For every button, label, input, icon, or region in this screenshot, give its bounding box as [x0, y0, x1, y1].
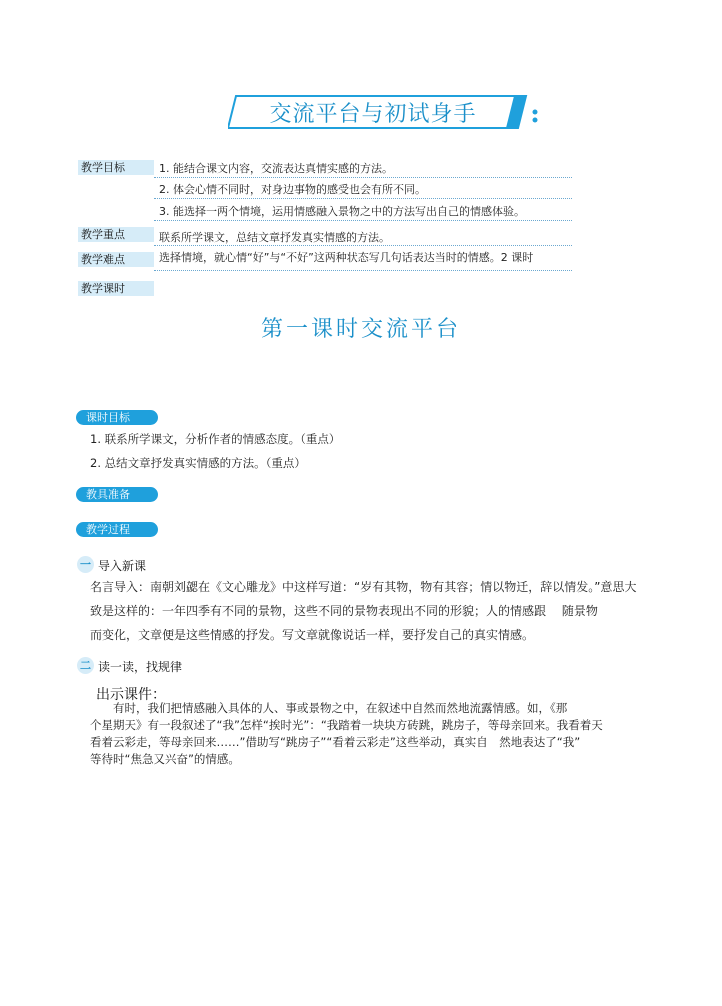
section-1-title: 导入新课	[98, 559, 147, 573]
lesson-goals-pill: 课时目标	[76, 410, 158, 425]
lesson-goal-item-2: 2. 总结文章抒发真实情感的方法。（重点）	[90, 456, 306, 470]
section-1-line-2: 致是这样的：一年四季有不同的景物，这些不同的景物表现出不同的形貌；人的情感跟 随景物	[90, 604, 598, 618]
lesson-goal-item-1: 1. 联系所学课文，分析作者的情感态度。（重点）	[90, 432, 341, 446]
section-2-line-3: 看着云彩走，等母亲回来……”借助写“跳房子”“看着云彩走”这些举动，真实自 然地表达了“我”	[90, 735, 581, 749]
hours-label: 教学课时	[78, 281, 154, 296]
objectives-label: 教学目标	[78, 160, 154, 175]
objective-item-3: 3. 能选择一两个情境，运用情感融入景物之中的方法写出自己的情感体验。	[159, 205, 525, 218]
focus-label: 教学重点	[78, 227, 154, 242]
section-1-line-1: 名言导入：南朝刘勰在《文心雕龙》中这样写道：“岁有其物，物有其容；情以物迁，辞以情发。”意思大	[90, 580, 637, 594]
banner-dots-icon	[530, 108, 540, 124]
difficulty-text: 选择情境，就心情“好”与“不好”这两种状态写几句话表达当时的情感。2 课时	[159, 251, 534, 264]
section-2-line-1: 有时，我们把情感融入具体的人、事或景物之中，在叙述中自然而然地流露情感。如，《那	[90, 701, 568, 715]
section-1-number: 一	[77, 556, 94, 573]
objective-item-1: 1. 能结合课文内容，交流表达真情实感的方法。	[159, 162, 393, 175]
show-slides-label: 出示课件：	[96, 687, 166, 703]
divider	[154, 220, 572, 221]
lesson-title: 第一课时交流平台	[260, 317, 461, 342]
banner-title: 交流平台与初试身手	[269, 102, 477, 127]
difficulty-label: 教学难点	[78, 252, 154, 267]
title-banner	[228, 94, 528, 130]
materials-pill: 教具准备	[76, 487, 158, 502]
divider	[154, 198, 572, 199]
section-1-line-3: 而变化，文章便是这些情感的抒发。写文章就像说话一样，要抒发自己的真实情感。	[90, 628, 535, 642]
section-2-line-4: 等待时“焦急又兴奋”的情感。	[90, 752, 240, 766]
focus-text: 联系所学课文，总结文章抒发真实情感的方法。	[159, 231, 390, 244]
process-pill: 教学过程	[76, 522, 158, 537]
divider	[154, 177, 572, 178]
divider	[154, 270, 572, 271]
section-2-line-2: 个星期天》有一段叙述了“我”怎样“挨时光”：“我踏着一块块方砖跳，跳房子，等母亲回来。我看着天	[90, 718, 603, 732]
section-2-title: 读一读，找规律	[98, 660, 183, 674]
section-2-number: 二	[77, 657, 94, 674]
objective-item-2: 2. 体会心情不同时，对身边事物的感受也会有所不同。	[159, 183, 426, 196]
divider	[154, 245, 572, 246]
